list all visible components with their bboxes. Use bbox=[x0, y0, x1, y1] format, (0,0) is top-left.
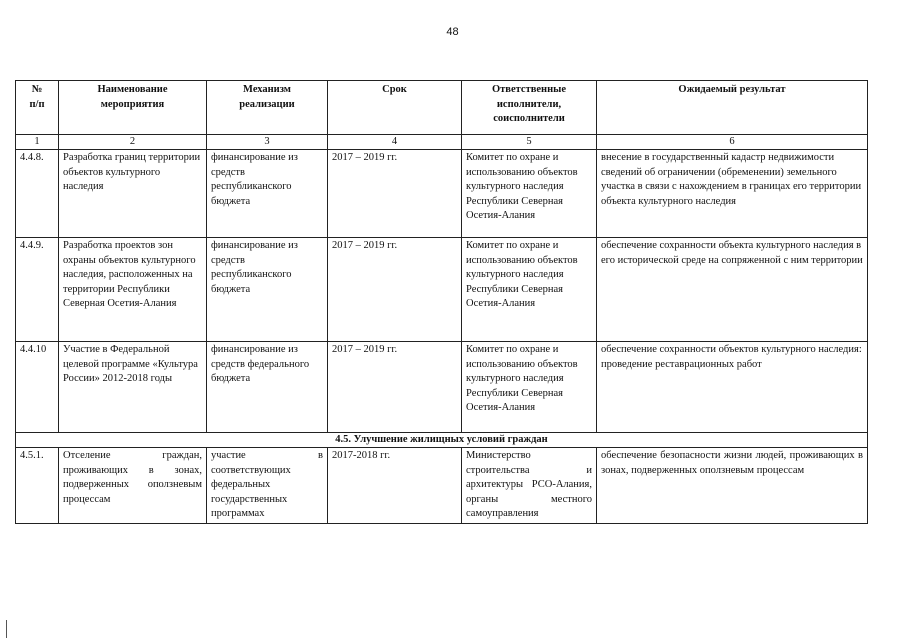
scan-margin-mark bbox=[6, 620, 7, 638]
row-number: 4.4.8. bbox=[16, 150, 59, 238]
column-number: 2 bbox=[59, 135, 207, 150]
row-number: 4.5.1. bbox=[16, 448, 59, 524]
row-term: 2017 – 2019 гг. bbox=[328, 150, 462, 238]
row-result: внесение в государственный кадастр недвижимости сведений об ограничении (обременении) земельного участка в связи с нахождением в границах его территории объекта культурного наследия bbox=[597, 150, 868, 238]
row-name: Участие в Федеральной целевой программе «Культура России» 2012-2018 годы bbox=[59, 342, 207, 433]
row-executors: Комитет по охране и использованию объектов культурного наследия Республики Северная Осетия-Алания bbox=[462, 342, 597, 433]
row-name: Отселение граждан, проживающих в зонах, подверженных оползневым процессам bbox=[59, 448, 207, 524]
section-title: 4.5. Улучшение жилищных условий граждан bbox=[16, 433, 868, 448]
row-number: 4.4.10 bbox=[16, 342, 59, 433]
row-mechanism: финансирование из средств республиканского бюджета bbox=[207, 238, 328, 342]
row-term: 2017 – 2019 гг. bbox=[328, 238, 462, 342]
table-row bbox=[16, 448, 868, 524]
row-mechanism: финансирование из средств федерального бюджета bbox=[207, 342, 328, 433]
table-header-row bbox=[16, 81, 868, 135]
row-executors: Комитет по охране и использованию объектов культурного наследия Республики Северная Осетия-Алания bbox=[462, 150, 597, 238]
header-mechanism: Механизм реализации bbox=[207, 81, 328, 135]
row-executors: Комитет по охране и использованию объектов культурного наследия Республики Северная Осетия-Алания bbox=[462, 238, 597, 342]
table-row bbox=[16, 238, 868, 342]
table-row bbox=[16, 342, 868, 433]
header-result: Ожидаемый результат bbox=[597, 81, 868, 135]
row-term: 2017-2018 гг. bbox=[328, 448, 462, 524]
row-mechanism: финансирование из средств республиканского бюджета bbox=[207, 150, 328, 238]
row-term: 2017 – 2019 гг. bbox=[328, 342, 462, 433]
row-mechanism: участие в соответствующих федеральных государственных программах bbox=[207, 448, 328, 524]
section-heading-row bbox=[16, 433, 868, 448]
column-number: 1 bbox=[16, 135, 59, 150]
header-name: Наименование мероприятия bbox=[59, 81, 207, 135]
row-number: 4.4.9. bbox=[16, 238, 59, 342]
page-number: 48 bbox=[446, 26, 459, 38]
column-number: 3 bbox=[207, 135, 328, 150]
column-number: 4 bbox=[328, 135, 462, 150]
row-executors: Министерство строительства и архитектуры РСО-Алания, органы местного самоуправления bbox=[462, 448, 597, 524]
column-numbers-row bbox=[16, 135, 868, 150]
row-name: Разработка границ территории объектов культурного наследия bbox=[59, 150, 207, 238]
header-term: Срок bbox=[328, 81, 462, 135]
measures-table bbox=[15, 80, 868, 524]
row-result: обеспечение сохранности объекта культурного наследия в его исторической среде на сопряженной с ним территории bbox=[597, 238, 868, 342]
header-number: № п/п bbox=[16, 81, 59, 135]
header-executors: Ответственные исполнители, соисполнители bbox=[462, 81, 597, 135]
row-result: обеспечение сохранности объектов культурного наследия: проведение реставрационных работ bbox=[597, 342, 868, 433]
column-number: 5 bbox=[462, 135, 597, 150]
row-name: Разработка проектов зон охраны объектов культурного наследия, расположенных на территории Республики Северная Осетия-Алания bbox=[59, 238, 207, 342]
row-result: обеспечение безопасности жизни людей, проживающих в зонах, подверженных оползневым процессам bbox=[597, 448, 868, 524]
column-number: 6 bbox=[597, 135, 868, 150]
table-row bbox=[16, 150, 868, 238]
